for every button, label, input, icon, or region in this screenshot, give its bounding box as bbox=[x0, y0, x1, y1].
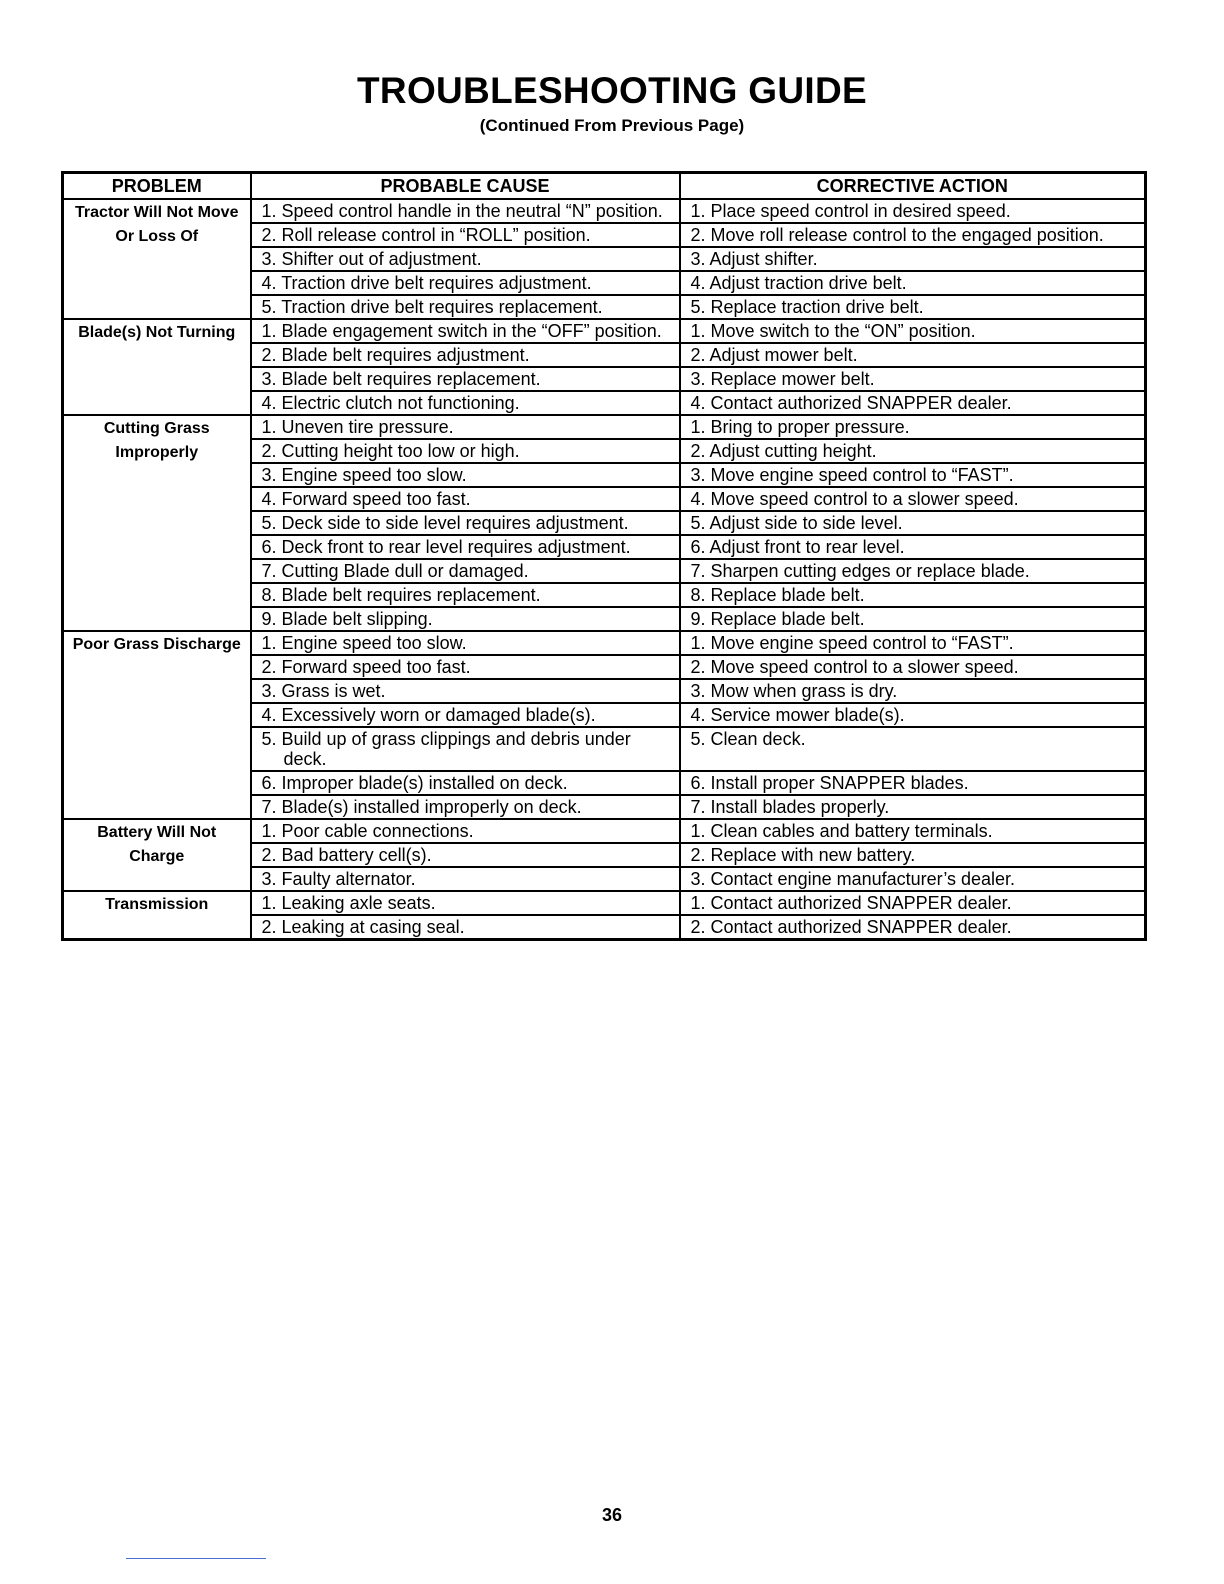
cause-cell bbox=[251, 487, 680, 511]
cause-cell bbox=[251, 271, 680, 295]
action-cell bbox=[680, 727, 1146, 771]
cause-cell bbox=[251, 607, 680, 631]
action-cell bbox=[680, 535, 1146, 559]
action-cell bbox=[680, 391, 1146, 415]
action-text: 3. Adjust shifter. bbox=[690, 249, 818, 269]
column-header-action: CORRECTIVE ACTION bbox=[680, 173, 1146, 200]
cause-cell bbox=[251, 391, 680, 415]
action-cell bbox=[680, 247, 1146, 271]
action-cell bbox=[680, 559, 1146, 583]
action-text: 3. Replace mower belt. bbox=[690, 369, 875, 389]
action-text: 9. Replace blade belt. bbox=[690, 609, 865, 629]
action-cell bbox=[680, 867, 1146, 891]
cause-cell bbox=[251, 867, 680, 891]
cause-cell bbox=[251, 915, 680, 940]
cause-cell bbox=[251, 247, 680, 271]
action-text: 4. Move speed control to a slower speed. bbox=[690, 489, 1019, 509]
action-cell bbox=[680, 223, 1146, 247]
cause-text: 8. Blade belt requires replacement. bbox=[261, 585, 541, 605]
problem-cell: Poor Grass Discharge bbox=[63, 631, 251, 819]
action-text: 3. Contact engine manufacturer’s dealer. bbox=[690, 869, 1016, 889]
action-cell bbox=[680, 295, 1146, 319]
cause-cell bbox=[251, 343, 680, 367]
page-number: 36 bbox=[601, 1505, 623, 1525]
cause-text: 2. Cutting height too low or high. bbox=[261, 441, 520, 461]
action-cell bbox=[680, 199, 1146, 223]
table-row bbox=[63, 631, 1146, 655]
cause-cell bbox=[251, 891, 680, 915]
action-text: 5. Replace traction drive belt. bbox=[690, 297, 924, 317]
cause-cell bbox=[251, 535, 680, 559]
action-text: 1. Move switch to the “ON” position. bbox=[690, 321, 976, 341]
action-cell bbox=[680, 795, 1146, 819]
action-text: 7. Sharpen cutting edges or replace blade. bbox=[690, 561, 1030, 581]
troubleshooting-table bbox=[61, 171, 1147, 941]
cause-cell bbox=[251, 843, 680, 867]
cause-text: 5. Build up of grass clippings and debris under deck. bbox=[261, 729, 631, 769]
cause-cell bbox=[251, 819, 680, 843]
cause-text: 3. Engine speed too slow. bbox=[261, 465, 467, 485]
action-text: 2. Replace with new battery. bbox=[690, 845, 916, 865]
action-cell bbox=[680, 771, 1146, 795]
cause-text: 3. Grass is wet. bbox=[261, 681, 386, 701]
cause-text: 1. Poor cable connections. bbox=[261, 821, 474, 841]
cause-cell bbox=[251, 511, 680, 535]
cause-cell bbox=[251, 771, 680, 795]
cause-text: 4. Forward speed too fast. bbox=[261, 489, 471, 509]
action-cell bbox=[680, 271, 1146, 295]
cause-cell bbox=[251, 367, 680, 391]
page-title: TROUBLESHOOTING GUIDE bbox=[357, 70, 867, 111]
cause-text: 6. Deck front to rear level requires adjustment. bbox=[261, 537, 631, 557]
action-text: 4. Contact authorized SNAPPER dealer. bbox=[690, 393, 1012, 413]
column-header-cause: PROBABLE CAUSE bbox=[251, 173, 680, 200]
action-cell bbox=[680, 915, 1146, 940]
cause-cell bbox=[251, 439, 680, 463]
action-text: 1. Clean cables and battery terminals. bbox=[690, 821, 993, 841]
action-cell bbox=[680, 343, 1146, 367]
cause-text: 3. Blade belt requires replacement. bbox=[261, 369, 541, 389]
action-cell bbox=[680, 319, 1146, 343]
action-cell bbox=[680, 487, 1146, 511]
cause-text: 2. Forward speed too fast. bbox=[261, 657, 471, 677]
cause-text: 4. Traction drive belt requires adjustment. bbox=[261, 273, 592, 293]
cause-text: 1. Uneven tire pressure. bbox=[261, 417, 454, 437]
cause-text: 5. Deck side to side level requires adjustment. bbox=[261, 513, 629, 533]
cause-text: 7. Blade(s) installed improperly on deck. bbox=[261, 797, 582, 817]
cause-text: 5. Traction drive belt requires replacement. bbox=[261, 297, 603, 317]
problem-cell: Blade(s) Not Turning bbox=[63, 319, 251, 415]
cause-cell bbox=[251, 319, 680, 343]
action-text: 1. Bring to proper pressure. bbox=[690, 417, 910, 437]
action-text: 4. Adjust traction drive belt. bbox=[690, 273, 907, 293]
cause-cell bbox=[251, 795, 680, 819]
problem-cell: Cutting Grass Improperly bbox=[63, 415, 251, 631]
page-subtitle: (Continued From Previous Page) bbox=[479, 116, 745, 135]
table-row bbox=[63, 891, 1146, 915]
column-header-problem: PROBLEM bbox=[63, 173, 251, 200]
action-cell bbox=[680, 843, 1146, 867]
action-text: 2. Adjust mower belt. bbox=[690, 345, 858, 365]
table-header-row bbox=[63, 173, 1146, 200]
cause-text: 3. Shifter out of adjustment. bbox=[261, 249, 482, 269]
footer-rule bbox=[126, 1558, 266, 1559]
action-cell bbox=[680, 631, 1146, 655]
action-text: 3. Move engine speed control to “FAST”. bbox=[690, 465, 1014, 485]
cause-text: 1. Speed control handle in the neutral “N” position. bbox=[261, 201, 663, 221]
problem-cell: Battery Will Not Charge bbox=[63, 819, 251, 891]
table-body bbox=[63, 199, 1146, 940]
cause-cell bbox=[251, 727, 680, 771]
table-row bbox=[63, 415, 1146, 439]
action-cell bbox=[680, 439, 1146, 463]
action-text: 2. Adjust cutting height. bbox=[690, 441, 877, 461]
action-text: 8. Replace blade belt. bbox=[690, 585, 865, 605]
action-cell bbox=[680, 415, 1146, 439]
action-text: 1. Place speed control in desired speed. bbox=[690, 201, 1011, 221]
action-text: 2. Move roll release control to the engaged position. bbox=[690, 225, 1104, 245]
cause-cell bbox=[251, 559, 680, 583]
action-text: 4. Service mower blade(s). bbox=[690, 705, 905, 725]
cause-text: 2. Bad battery cell(s). bbox=[261, 845, 432, 865]
action-text: 7. Install blades properly. bbox=[690, 797, 890, 817]
cause-cell bbox=[251, 703, 680, 727]
problem-cell: Tractor Will Not Move Or Loss Of bbox=[63, 199, 251, 319]
cause-cell bbox=[251, 679, 680, 703]
cause-cell bbox=[251, 199, 680, 223]
cause-text: 9. Blade belt slipping. bbox=[261, 609, 433, 629]
action-cell bbox=[680, 655, 1146, 679]
cause-text: 2. Roll release control in “ROLL” position. bbox=[261, 225, 591, 245]
cause-text: 2. Leaking at casing seal. bbox=[261, 917, 465, 937]
cause-text: 4. Electric clutch not functioning. bbox=[261, 393, 520, 413]
cause-cell bbox=[251, 295, 680, 319]
cause-cell bbox=[251, 655, 680, 679]
action-text: 5. Adjust side to side level. bbox=[690, 513, 903, 533]
action-text: 1. Contact authorized SNAPPER dealer. bbox=[690, 893, 1012, 913]
cause-cell bbox=[251, 223, 680, 247]
action-cell bbox=[680, 607, 1146, 631]
action-text: 1. Move engine speed control to “FAST”. bbox=[690, 633, 1014, 653]
action-cell bbox=[680, 703, 1146, 727]
problem-cell: Transmission bbox=[63, 891, 251, 940]
cause-text: 6. Improper blade(s) installed on deck. bbox=[261, 773, 568, 793]
cause-cell bbox=[251, 583, 680, 607]
action-cell bbox=[680, 583, 1146, 607]
cause-text: 1. Engine speed too slow. bbox=[261, 633, 467, 653]
cause-text: 7. Cutting Blade dull or damaged. bbox=[261, 561, 529, 581]
action-text: 2. Contact authorized SNAPPER dealer. bbox=[690, 917, 1012, 937]
cause-cell bbox=[251, 631, 680, 655]
action-cell bbox=[680, 463, 1146, 487]
table-row bbox=[63, 319, 1146, 343]
action-cell bbox=[680, 679, 1146, 703]
action-text: 2. Move speed control to a slower speed. bbox=[690, 657, 1019, 677]
action-cell bbox=[680, 367, 1146, 391]
action-text: 5. Clean deck. bbox=[690, 729, 806, 749]
cause-text: 4. Excessively worn or damaged blade(s). bbox=[261, 705, 596, 725]
cause-text: 2. Blade belt requires adjustment. bbox=[261, 345, 530, 365]
cause-cell bbox=[251, 415, 680, 439]
action-text: 6. Install proper SNAPPER blades. bbox=[690, 773, 969, 793]
action-cell bbox=[680, 891, 1146, 915]
cause-text: 3. Faulty alternator. bbox=[261, 869, 416, 889]
cause-text: 1. Blade engagement switch in the “OFF” position. bbox=[261, 321, 662, 341]
action-text: 3. Mow when grass is dry. bbox=[690, 681, 898, 701]
action-cell bbox=[680, 511, 1146, 535]
action-cell bbox=[680, 819, 1146, 843]
action-text: 6. Adjust front to rear level. bbox=[690, 537, 905, 557]
cause-cell bbox=[251, 463, 680, 487]
table-row bbox=[63, 199, 1146, 223]
cause-text: 1. Leaking axle seats. bbox=[261, 893, 436, 913]
table-row bbox=[63, 819, 1146, 843]
